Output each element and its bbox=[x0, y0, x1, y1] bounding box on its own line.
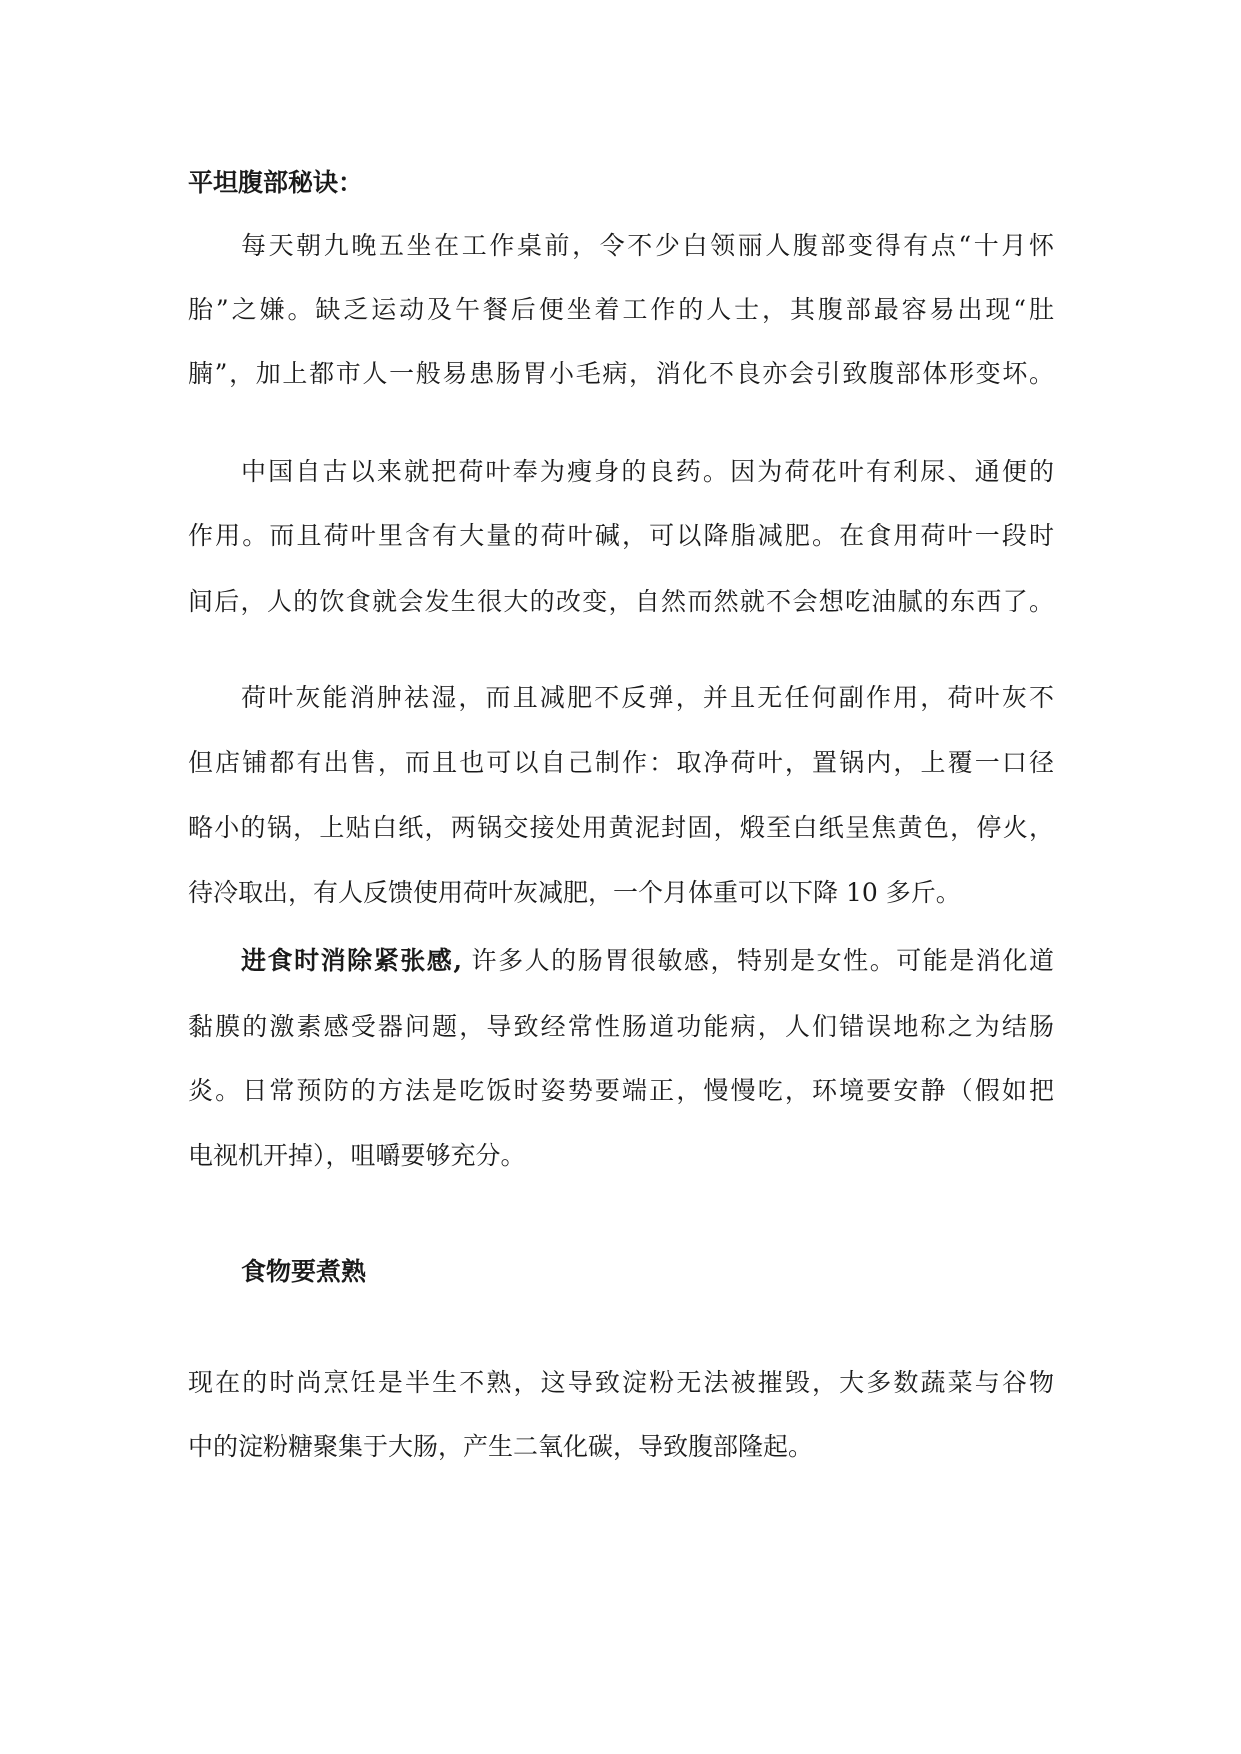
paragraph-5-line-2: 中的淀粉糖聚集于大肠，产生二氧化碳，导致腹部隆起。 bbox=[188, 1432, 814, 1461]
paragraph-4-line-3: 炎。日常预防的方法是吃饭时姿势要端正，慢慢吃，环境要安静（假如把 bbox=[188, 1076, 1054, 1105]
paragraph-4-bold-lead: 进食时消除紧张感, bbox=[241, 946, 463, 975]
paragraph-5-line-1: 现在的时尚烹饪是半生不熟，这导致淀粉无法被摧毁，大多数蔬菜与谷物 bbox=[188, 1368, 1054, 1397]
paragraph-2-line-3: 间后，人的饮食就会发生很大的改变，自然而然就不会想吃油腻的东西了。 bbox=[188, 587, 1054, 616]
document-title: 平坦腹部秘诀： bbox=[188, 168, 364, 197]
section-subheading: 食物要煮熟 bbox=[241, 1257, 367, 1286]
paragraph-2-line-1: 中国自古以来就把荷叶奉为瘦身的良药。因为荷花叶有利尿、通便的 bbox=[241, 457, 1054, 486]
paragraph-3-line-1: 荷叶灰能消肿祛湿，而且减肥不反弹，并且无任何副作用，荷叶灰不 bbox=[241, 683, 1054, 712]
paragraph-1-line-1: 每天朝九晚五坐在工作桌前，令不少白领丽人腹部变得有点“十月怀 bbox=[241, 231, 1054, 260]
paragraph-4-line-2: 黏膜的激素感受器问题，导致经常性肠道功能病，人们错误地称之为结肠 bbox=[188, 1012, 1054, 1041]
paragraph-3-line-2: 但店铺都有出售，而且也可以自己制作：取净荷叶，置锅内，上覆一口径 bbox=[188, 748, 1054, 777]
paragraph-1-line-2: 胎”之嫌。缺乏运动及午餐后便坐着工作的人士，其腹部最容易出现“肚 bbox=[188, 295, 1054, 324]
paragraph-4-line-1 bbox=[241, 944, 1054, 978]
paragraph-3-line-3: 略小的锅，上贴白纸，两锅交接处用黄泥封固，煅至白纸呈焦黄色，停火， bbox=[188, 813, 1054, 842]
paragraph-2-line-2: 作用。而且荷叶里含有大量的荷叶碱，可以降脂减肥。在食用荷叶一段时 bbox=[188, 521, 1054, 550]
paragraph-3-line-4: 待冷取出，有人反馈使用荷叶灰减肥，一个月体重可以下降 10 多斤。 bbox=[188, 878, 961, 907]
paragraph-4-line-4: 电视机开掉），咀嚼要够充分。 bbox=[188, 1141, 526, 1170]
paragraph-1-line-3: 腩”，加上都市人一般易患肠胃小毛病，消化不良亦会引致腹部体形变坏。 bbox=[188, 359, 1054, 388]
paragraph-4-line-1-rest: 许多人的肠胃很敏感，特别是女性。可能是消化道 bbox=[462, 946, 1054, 975]
